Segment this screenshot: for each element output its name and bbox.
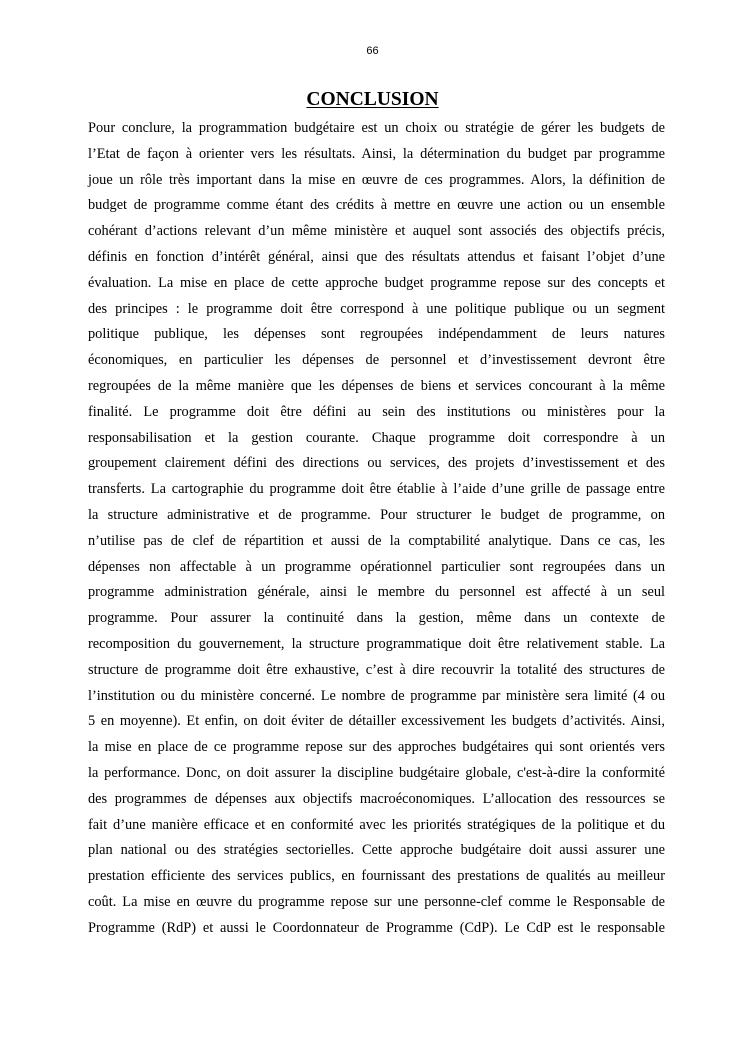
text-line: définis en fonction d’intérêt général, ainsi que des résultats attendus et faisant l’objet d’une: [88, 248, 665, 265]
text-line: politique publique, les dépenses sont regroupées indépendamment de leurs natures: [88, 326, 665, 343]
text-line: groupement clairement défini des directions ou services, des projets d’investissement et des: [88, 455, 665, 472]
text-line: structure de programme doit être exhaustive, c’est à dire recouvrir la totalité des structures de: [88, 661, 665, 678]
text-line: regroupées de la même manière que les dépenses de biens et services concourant à la même: [88, 377, 665, 394]
text-line: 5 en moyenne). Et enfin, on doit éviter de détailler excessivement les budgets d’activités. Ainsi,: [88, 713, 665, 730]
text-line: cohérant d’actions relevant d’un même ministère et auquel sont associés des objectifs précis,: [88, 223, 665, 240]
text-line: la mise en place de ce programme repose sur des approches budgétaires qui sont orientés vers: [88, 739, 665, 756]
text-line: l’institution ou du ministère concerné. Le nombre de programme par ministère sera limité (4 ou: [88, 687, 665, 704]
page-number: 66: [366, 45, 379, 57]
text-line: des programmes de dépenses aux objectifs macroéconomiques. L’allocation des ressources se: [88, 790, 665, 807]
page-title: CONCLUSION: [306, 89, 439, 110]
text-line: Pour conclure, la programmation budgétaire est un choix ou stratégie de gérer les budgets de: [88, 120, 665, 136]
text-line: économiques, en particulier les dépenses de personnel et d’investissement devront être: [88, 352, 665, 369]
text-line: la structure administrative et de programme. Pour structurer le budget de programme, on: [88, 506, 665, 523]
text-line: évaluation. La mise en place de cette approche budget programme repose sur des concepts et: [88, 274, 665, 291]
text-line: programme administration générale, ainsi le membre du personnel est affecté à un seul: [88, 584, 665, 601]
text-line: la performance. Donc, on doit assurer la discipline budgétaire globale, c'est-à-dire la conformité: [88, 764, 665, 781]
text-line: finalité. Le programme doit être défini au sein des institutions ou ministères pour la: [88, 403, 665, 420]
text-line: n’utilise pas de clef de répartition et aussi de la comptabilité analytique. Dans ce cas, les: [88, 532, 665, 549]
text-line: dépenses non affectable à un programme opérationnel particulier sont regroupées dans un: [88, 558, 665, 575]
text-line: coût. La mise en œuvre du programme repose sur une personne-clef comme le Responsable de: [88, 893, 665, 910]
text-line: transferts. La cartographie du programme doit être établie à l’aide d’une grille de passage entre: [88, 481, 665, 498]
text-line: responsabilisation et la gestion courante. Chaque programme doit correspondre à un: [88, 429, 665, 446]
text-line: programme. Pour assurer la continuité dans la gestion, même dans un contexte de: [88, 610, 665, 627]
text-line: des principes : le programme doit être correspond à une politique publique ou un segment: [88, 300, 665, 317]
text-line: prestation efficiente des services publics, en fournissant des prestations de qualités au meilleur: [88, 868, 665, 885]
text-line: Programme (RdP) et aussi le Coordonnateur de Programme (CdP). Le CdP est le responsable: [88, 919, 665, 936]
text-line: plan national ou des stratégies sectorielles. Cette approche budgétaire doit aussi assurer une: [88, 842, 665, 859]
text-line: fait d’une manière efficace et en conformité avec les priorités stratégiques de la politique et du: [88, 816, 665, 833]
text-line: joue un rôle très important dans la mise en œuvre de ces programmes. Alors, la définition de: [88, 171, 665, 188]
text-line: l’Etat de façon à orienter vers les résultats. Ainsi, la détermination du budget par programme: [88, 145, 665, 162]
text-line: budget de programme comme étant des crédits à mettre en œuvre une action ou un ensemble: [88, 197, 665, 214]
conclusion-paragraph: [88, 116, 665, 942]
text-line: recomposition du gouvernement, la structure programmatique doit être relativement stable. La: [88, 635, 665, 652]
